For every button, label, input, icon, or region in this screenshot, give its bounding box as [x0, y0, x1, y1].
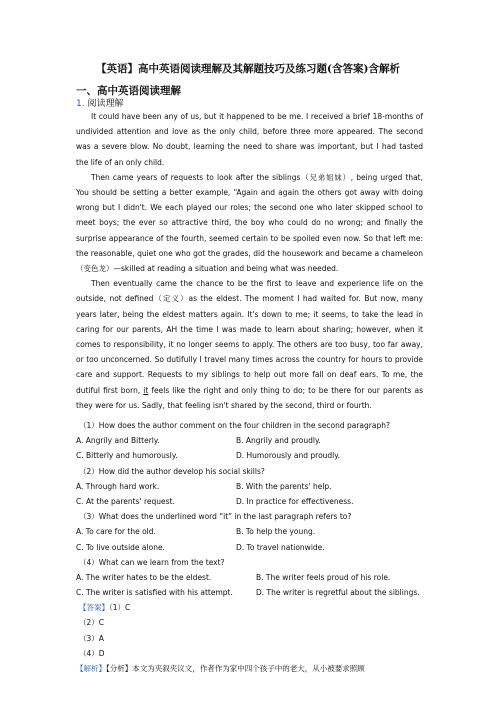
option: D. In practice for effectiveness. [236, 496, 354, 506]
option: C. At the parents' request. [76, 496, 175, 506]
underlined-word: it [143, 385, 149, 395]
question-number: 1. [76, 99, 85, 109]
explanation-label: 【解析】 [76, 664, 106, 673]
question-stem: （2）How did the author develop his social skills? [79, 466, 265, 476]
passage-text: Then eventually came the chance to be the first to leave and experience life on the outside, not defined（定义）as the eldest. The moment I had waited for. But now, many years later, being the eldest matters again. It's down to me; it seems, to take the lead in caring for our parents, AH the time I was made to learn about sharing; however, when it comes to responsibility, it no longer seems to apply. The others are too busy, too far away, or too unconcerned. So dutifully I travel many times across the country for hours to provide care and support. Requests to my siblings to help out more fall on deaf ears. To me, the dutiful first born, [76, 279, 423, 395]
option-row [76, 524, 423, 539]
option-row [76, 585, 423, 600]
option-row [76, 433, 423, 448]
option-row [76, 570, 423, 585]
answer-item: （3）A [79, 633, 104, 643]
answer-row [76, 600, 423, 615]
option: A. Angrily and Bitterly. [76, 436, 160, 446]
question-stem: （3）What does the underlined word “it” in the last paragraph refers to? [79, 512, 352, 522]
reading-passage [76, 109, 423, 413]
section-heading: 一、高中英语阅读理解 [76, 85, 181, 97]
option-row [76, 540, 423, 555]
option: B. The writer feels proud of his role. [256, 572, 391, 582]
explanation-text: 【分析】本文为夹叙夹议文，作者作为家中四个孩子中的老大，从小被要求照顾 [106, 664, 365, 673]
option: A. The writer hates to be the eldest. [76, 572, 212, 582]
option: A. To care for the old. [76, 527, 156, 537]
questions-section [76, 418, 423, 676]
option-row [76, 479, 423, 494]
question-stem: （4）What can we learn from the text? [79, 557, 225, 567]
option: D. To travel nationwide. [236, 542, 325, 552]
option: C. The writer is satisfied with his attempt. [76, 588, 233, 598]
option: B. Angrily and proudly. [236, 436, 321, 446]
answer-item: （4）D [79, 648, 105, 658]
question-stem: （1）How does the author comment on the four children in the second paragraph? [79, 421, 390, 430]
option: B. With the parents' help. [236, 481, 332, 491]
question-label: 阅读理解 [87, 99, 124, 109]
passage-paragraph: It could have been any of us, but it happened to be me. I received a brief 18-months of undivided attention and love as the only child, before three more appeared. The second was a severe blow. No doubt, learning the need to share was important, but I had tasted the life of an only child. [76, 112, 423, 167]
answer-item: （2）C [79, 618, 105, 628]
option: C. Bitterly and humorously. [76, 451, 178, 461]
question-header [76, 96, 123, 109]
document-title: 【英语】高中英语阅读理解及其解题技巧及练习题(含答案)含解析 [96, 63, 400, 75]
answer-item: （1）C [109, 603, 131, 613]
passage-paragraph: Then came years of requests to look after the siblings（兄弟姐妹）, being urged that, You should be setting a better example, “Again and again the others got away with doing wrong but I didn't. We each played our roles; the second one who later skipped school to meet boys; the ever so attractive third, the boy who could do no wrong; and finally the surprise appearance of the fourth, seemed certain to be spoiled even now. So that left me: the reasonable, quiet one who got the grades, did the housework and became a chameleon（变色龙）—skilled at reading a situation and being what was needed. [76, 172, 423, 274]
option: D. Humorously and proudly. [236, 451, 341, 461]
passage-paragraph [76, 276, 423, 413]
option: A. Through hard work. [76, 481, 160, 491]
option-row [76, 494, 423, 509]
option: D. The writer is regretful about the siblings. [256, 588, 420, 598]
option: C. To live outside alone. [76, 542, 165, 552]
passage-text: feels like the right and only thing to do; to be there for our parents as they were for us. Sadly, that feeling isn't shared by the second, third or fourth. [76, 385, 423, 410]
option: B. To help the young. [236, 527, 316, 537]
answer-label: 【答案】 [79, 603, 109, 613]
option-row [76, 448, 423, 463]
explanation-row [76, 661, 423, 676]
